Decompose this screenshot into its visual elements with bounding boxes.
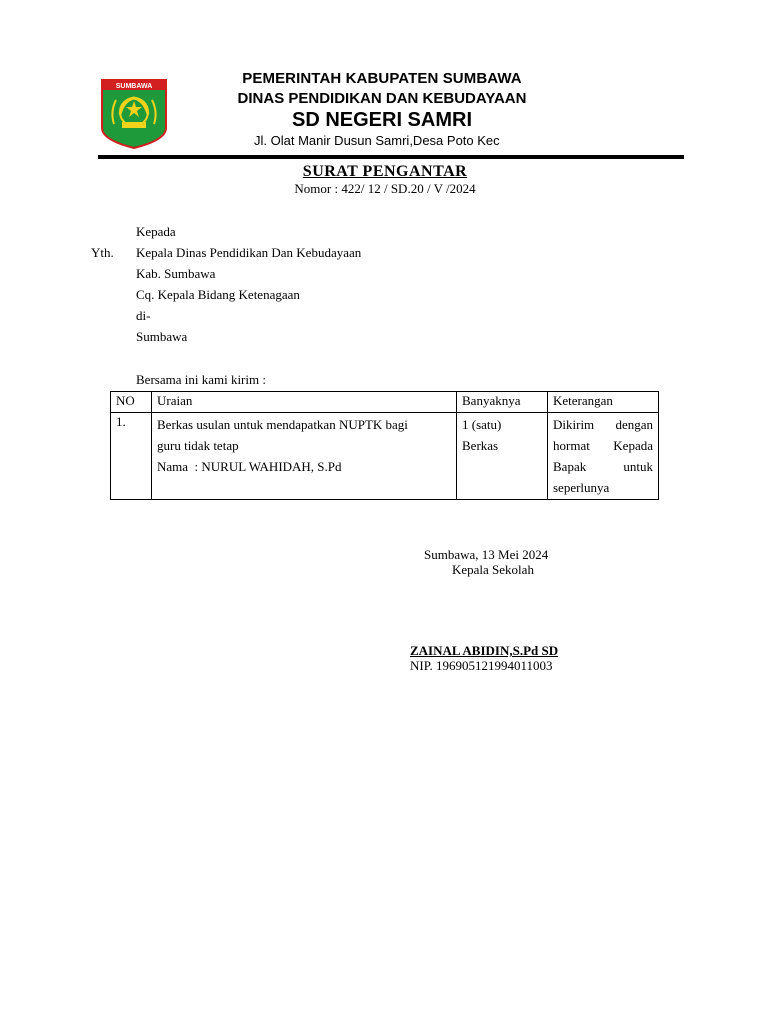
banyaknya-line: Berkas (462, 438, 499, 453)
school-address: Jl. Olat Manir Dusun Samri,Desa Poto Kec (254, 133, 500, 148)
keterangan-line: Bapak untuk (553, 459, 653, 474)
column-header: Keterangan (548, 392, 659, 413)
cell-no: 1. (111, 413, 152, 500)
keterangan-line: Dikirim dengan (553, 417, 653, 432)
department-name: DINAS PENDIDIKAN DAN KEBUDAYAAN (237, 90, 527, 107)
recipient-line: di- (136, 308, 151, 323)
logo-text: SUMBAWA (115, 83, 153, 90)
column-header: Banyaknya (457, 392, 548, 413)
uraian-line: Berkas usulan untuk mendapatkan NUPTK bagi (157, 417, 408, 432)
signer-position: Kepala Sekolah (452, 562, 534, 577)
items-table (110, 391, 659, 500)
place-date: Sumbawa, 13 Mei 2024 (424, 547, 549, 562)
table-row (111, 413, 659, 500)
cell-uraian (152, 413, 457, 500)
cell-keterangan (548, 413, 659, 500)
school-name: SD NEGERI SAMRI (291, 109, 473, 131)
recipient-line: Sumbawa (136, 329, 188, 344)
kepada-label: Kepada (136, 224, 176, 239)
government-name: PEMERINTAH KABUPATEN SUMBAWA (242, 70, 522, 87)
table-header-row (111, 392, 659, 413)
uraian-line: Nama : NURUL WAHIDAH, S.Pd (157, 459, 342, 474)
signer-nip: NIP. 196905121994011003 (410, 658, 553, 673)
letter-number: Nomor : 422/ 12 / SD.20 / V /2024 (294, 181, 476, 196)
uraian-line: guru tidak tetap (157, 438, 239, 453)
regency-logo (100, 78, 168, 150)
recipient-line: Kab. Sumbawa (136, 266, 216, 281)
letterhead-divider (98, 155, 684, 159)
keterangan-line: hormat Kepada (553, 438, 653, 453)
signer-name: ZAINAL ABIDIN,S.Pd SD (410, 643, 559, 658)
intro-text: Bersama ini kami kirim : (136, 372, 266, 387)
column-header: NO (111, 392, 152, 413)
recipient-line: Kepala Dinas Pendidikan Dan Kebudayaan (136, 245, 362, 260)
letter-title: SURAT PENGANTAR (302, 163, 468, 180)
column-header: Uraian (152, 392, 457, 413)
cell-banyaknya (457, 413, 548, 500)
banyaknya-line: 1 (satu) (462, 417, 502, 432)
yth-label: Yth. (91, 245, 114, 260)
keterangan-line: seperlunya (553, 480, 610, 495)
recipient-line: Cq. Kepala Bidang Ketenagaan (136, 287, 300, 302)
